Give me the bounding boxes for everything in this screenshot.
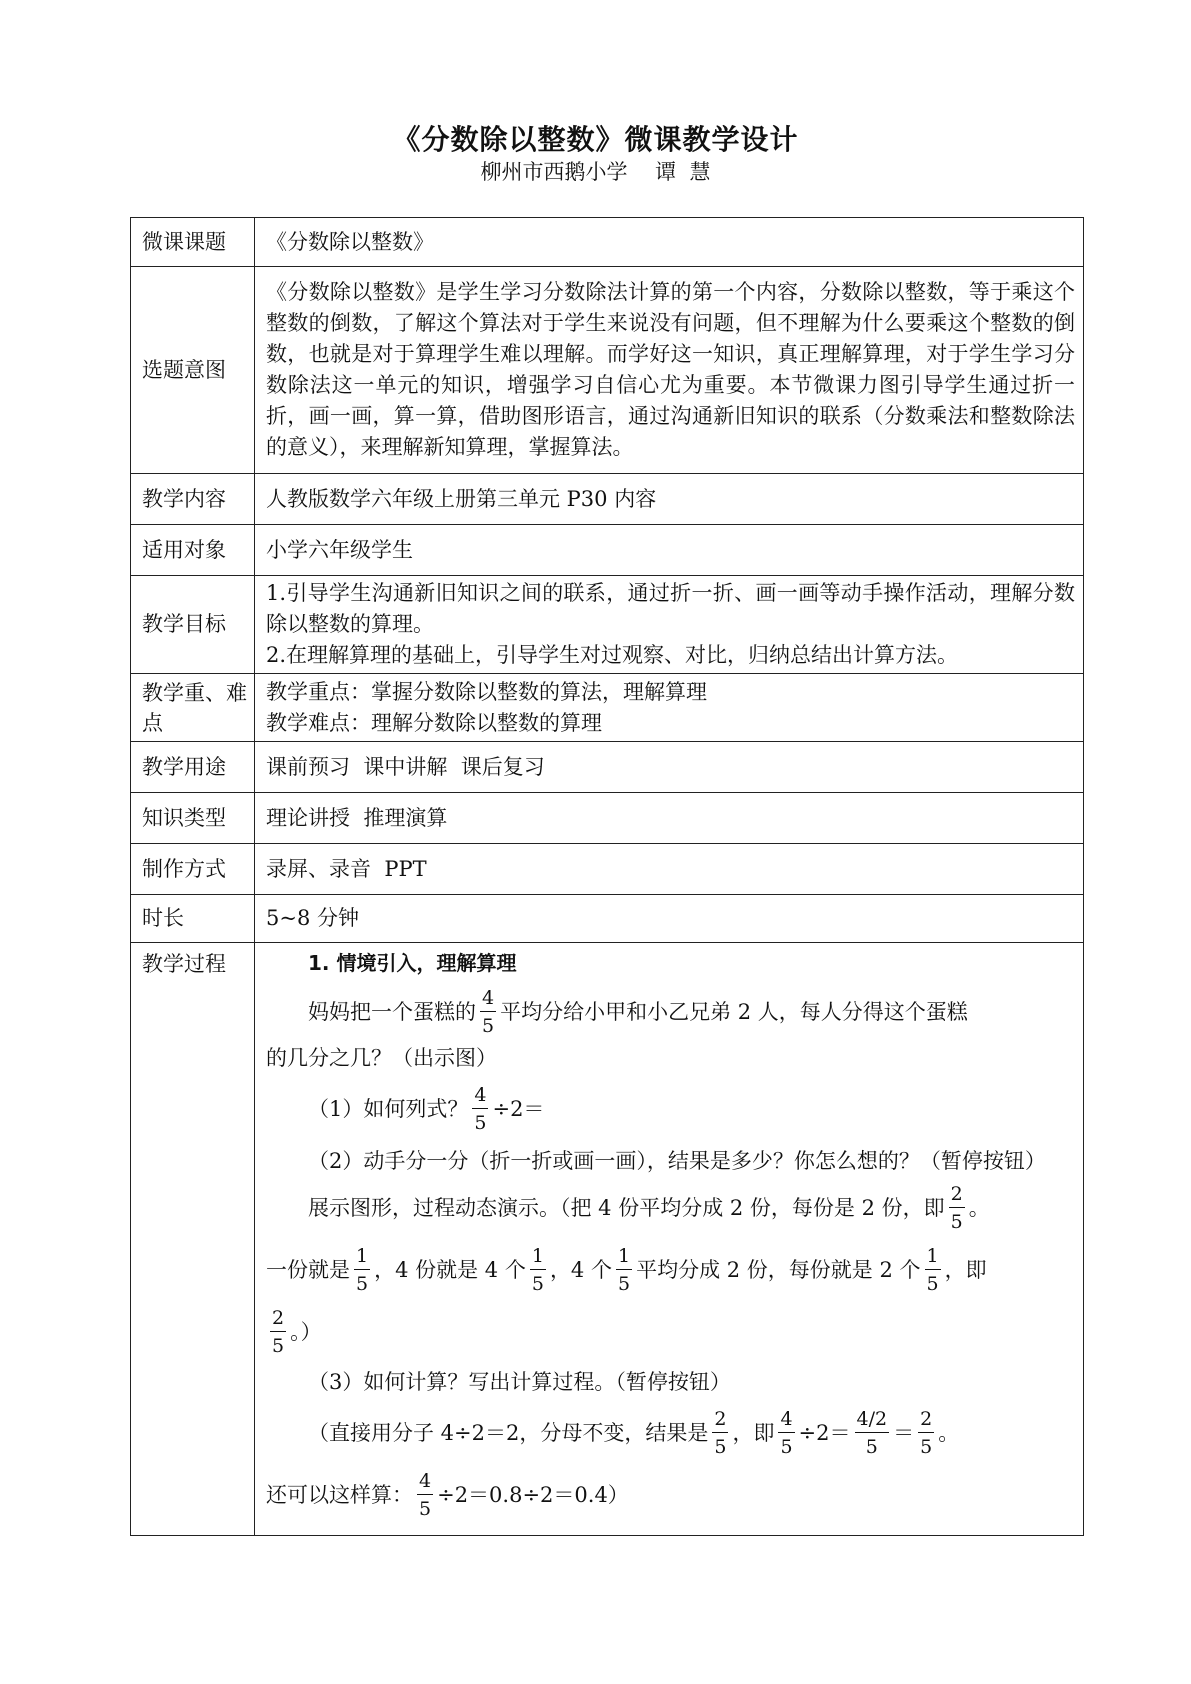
row-label: 微课课题 [131,218,255,267]
text: （直接用分子 4÷2＝2，分母不变，结果是 [308,1420,709,1445]
document-title: 《分数除以整数》微课教学设计 [392,123,799,156]
table-row [131,576,1084,674]
key-point-line: 教学重点：掌握分数除以整数的算法，理解算理 [266,679,707,704]
fraction: $\frac{4}{5}$ [474,1084,487,1134]
row-content: 人教版数学六年级上册第三单元 P30 内容 [255,474,1084,525]
row-label: 教学过程 [131,943,255,1536]
objective-line: 1.引导学生沟通新旧知识之间的联系，通过折一折、画一画等动手操作活动，理解分数除以整数的算理。 [266,581,1075,636]
text: ＝ [893,1420,915,1445]
table-row [131,267,1084,474]
text: 平均分成 2 份，每份就是 2 个 [636,1257,921,1282]
text: ，即 [944,1257,987,1282]
objective-line: 2.在理解算理的基础上，引导学生对过观察、对比，归纳总结出计算方法。 [266,643,959,667]
row-label: 教学重、难点 [131,674,255,742]
text: ，即 [732,1420,775,1445]
text: 妈妈把一个蛋糕的 [308,999,476,1024]
text: 一份就是 [266,1257,350,1282]
row-label: 教学目标 [131,576,255,674]
process-content [255,943,1084,1536]
table-row [131,525,1084,576]
row-label: 知识类型 [131,793,255,844]
text: 平均分给小甲和小乙兄弟 2 人，每人分得这个蛋糕 [500,999,968,1024]
question-3: （3）如何计算？写出计算过程。（暂停按钮） [308,1370,731,1394]
question-1 [266,1078,1075,1140]
row-content: 课前预习 课中讲解 课后复习 [255,742,1084,793]
text: （1）如何列式？ [308,1096,469,1121]
row-content: 理论讲授 推理演算 [255,793,1084,844]
row-content: 《分数除以整数》是学生学习分数除法计算的第一个内容，分数除以整数，等于乘这个整数的倒数，了解这个算法对于学生来说没有问题，但不理解为什么要乘这个整数的倒数，也就是对于算理学生难以理解。而学好这一知识，真正理解算理，对于学生学习分数除法这一单元的知识，增强学习自信心尤为重要。本节微课力图引导学生通过折一折，画一画，算一算，借助图形语言，通过沟通新旧知识的联系（分数乘法和整数除法的意义），来理解新知算理，掌握算法。 [255,267,1084,474]
fraction: $\frac{2}{5}$ [950,1183,963,1233]
demo-line [266,1239,1075,1301]
fraction: $\frac{1}{5}$ [617,1245,631,1295]
question-2: （2）动手分一分（折一折或画一画），结果是多少？你怎么想的？（暂停按钮） [308,1149,1046,1173]
fraction: $\frac{4}{5}$ [419,1470,432,1520]
text: ÷2＝ [492,1096,545,1121]
text: ÷2＝ [798,1420,851,1445]
fraction: $\frac{1}{5}$ [356,1245,369,1295]
row-content: 5~8 分钟 [255,895,1084,943]
row-content: 小学六年级学生 [255,525,1084,576]
text: ，4 份就是 4 个 [374,1257,526,1282]
table-row [131,218,1084,267]
row-label: 教学用途 [131,742,255,793]
fraction: $\frac{2}{5}$ [920,1408,933,1458]
row-label: 制作方式 [131,844,255,895]
calc-line [266,1402,1075,1464]
calc-line [266,1464,1075,1526]
row-label: 时长 [131,895,255,943]
text: 。 [938,1420,960,1445]
fraction: $\frac{1}{5}$ [531,1245,544,1295]
fraction: $\frac{1}{5}$ [926,1245,939,1295]
demo-line [266,1177,1075,1239]
difficulty-line: 教学难点：理解分数除以整数的算理 [266,710,602,735]
lesson-plan-table [130,217,1084,1536]
author-line: 柳州市西鹅小学 谭 慧 [480,160,711,184]
table-row [131,793,1084,844]
text: 展示图形，过程动态演示。（把 4 份平均分成 2 份，每份是 2 份，即 [308,1195,945,1220]
text: ，4 个 [549,1257,612,1282]
row-label: 选题意图 [131,267,255,474]
scenario-line: 的几分之几？（出示图） [266,1046,497,1070]
text: 。 [968,1195,990,1220]
table-row-process [131,943,1084,1536]
fraction: $\frac{4}{5}$ [780,1408,793,1458]
text: ÷2＝0.8÷2＝0.4） [437,1482,629,1507]
table-row [131,844,1084,895]
row-content [255,576,1084,674]
table-row [131,742,1084,793]
row-content [255,674,1084,742]
fraction: $\frac{4/2}{5}$ [856,1408,888,1458]
demo-line [266,1301,1075,1363]
row-content: 《分数除以整数》 [255,218,1084,267]
fraction: $\frac{2}{5}$ [714,1408,727,1458]
row-content: 录屏、录音 PPT [255,844,1084,895]
section-heading: 1. 情境引入，理解算理 [308,951,517,975]
fraction: $\frac{4}{5}$ [482,987,495,1037]
scenario-line [266,981,1075,1043]
text: 还可以这样算： [266,1482,413,1507]
row-label: 教学内容 [131,474,255,525]
fraction: $\frac{2}{5}$ [272,1307,285,1357]
row-label: 适用对象 [131,525,255,576]
table-row [131,474,1084,525]
table-row [131,674,1084,742]
text: 。） [290,1319,322,1344]
table-row [131,895,1084,943]
